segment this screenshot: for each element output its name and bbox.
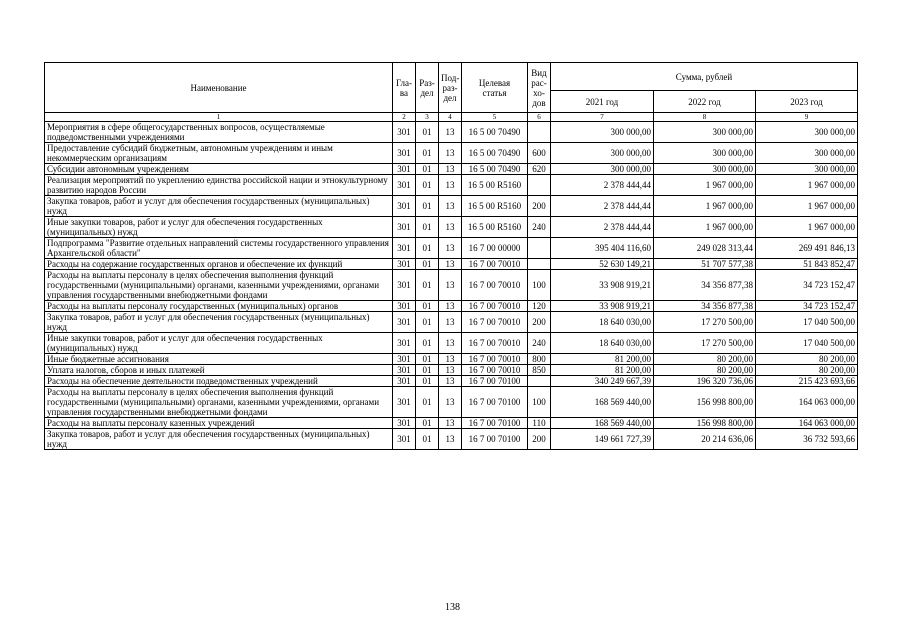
row-celevaya-cell: 16 7 00 70100 [462, 376, 528, 387]
row-name-cell: Иные бюджетные ассигнования [45, 354, 393, 365]
row-razdel-cell: 01 [416, 238, 439, 259]
column-number-cell: 9 [756, 113, 858, 122]
row-2023-cell: 1 967 000,00 [756, 217, 858, 238]
row-celevaya-cell: 16 5 00 R5160 [462, 175, 528, 196]
row-2022-cell: 17 270 500,00 [654, 333, 756, 354]
row-2021-cell: 300 000,00 [551, 164, 654, 175]
row-celevaya-cell: 16 7 00 70100 [462, 418, 528, 429]
table-row [45, 270, 858, 301]
row-glava-cell: 301 [393, 333, 416, 354]
row-celevaya-cell: 16 7 00 70010 [462, 270, 528, 301]
row-name-cell: Расходы на содержание государственных органов и обеспечение их функций [45, 259, 393, 270]
row-name-cell: Расходы на выплаты персоналу казенных учреждений [45, 418, 393, 429]
header-celevaya: Целевая статья [462, 63, 528, 113]
row-2021-cell: 340 249 667,39 [551, 376, 654, 387]
row-razdel-cell: 01 [416, 354, 439, 365]
row-2022-cell: 1 967 000,00 [654, 175, 756, 196]
budget-table [44, 62, 858, 450]
row-celevaya-cell: 16 7 00 70010 [462, 354, 528, 365]
row-razdel-cell: 01 [416, 270, 439, 301]
row-name-cell: Закупка товаров, работ и услуг для обеспечения государственных (муниципальных) нужд [45, 312, 393, 333]
column-number-cell: 4 [439, 113, 462, 122]
row-2022-cell: 20 214 636,06 [654, 429, 756, 450]
table-row [45, 301, 858, 312]
row-celevaya-cell: 16 7 00 70010 [462, 312, 528, 333]
row-2023-cell: 1 967 000,00 [756, 175, 858, 196]
row-2023-cell: 300 000,00 [756, 143, 858, 164]
row-celevaya-cell: 16 7 00 70100 [462, 429, 528, 450]
row-name-cell: Предоставление субсидий бюджетным, автономным учреждениям и иным некоммерческим организациям [45, 143, 393, 164]
row-glava-cell: 301 [393, 376, 416, 387]
row-razdel-cell: 01 [416, 387, 439, 418]
header-year-2021: 2021 год [551, 91, 654, 113]
row-podrazdel-cell: 13 [439, 175, 462, 196]
row-glava-cell: 301 [393, 122, 416, 143]
row-celevaya-cell: 16 7 00 00000 [462, 238, 528, 259]
row-razdel-cell: 01 [416, 175, 439, 196]
header-podrazdel: Под- раз- дел [439, 63, 462, 113]
row-2021-cell: 18 640 030,00 [551, 312, 654, 333]
row-glava-cell: 301 [393, 196, 416, 217]
header-name: Наименование [45, 63, 393, 113]
column-number-cell: 6 [528, 113, 551, 122]
row-podrazdel-cell: 13 [439, 333, 462, 354]
row-podrazdel-cell: 13 [439, 270, 462, 301]
row-2021-cell: 33 908 919,21 [551, 270, 654, 301]
row-2022-cell: 300 000,00 [654, 164, 756, 175]
row-razdel-cell: 01 [416, 301, 439, 312]
header-glava: Гла- ва [393, 63, 416, 113]
table-row [45, 122, 858, 143]
column-number-cell: 8 [654, 113, 756, 122]
row-glava-cell: 301 [393, 387, 416, 418]
row-razdel-cell: 01 [416, 196, 439, 217]
row-podrazdel-cell: 13 [439, 418, 462, 429]
row-razdel-cell: 01 [416, 259, 439, 270]
row-2023-cell: 269 491 846,13 [756, 238, 858, 259]
row-podrazdel-cell: 13 [439, 217, 462, 238]
row-2021-cell: 168 569 440,00 [551, 418, 654, 429]
row-2021-cell: 300 000,00 [551, 122, 654, 143]
row-podrazdel-cell: 13 [439, 365, 462, 376]
row-podrazdel-cell: 13 [439, 259, 462, 270]
header-vid: Вид рас- хо- дов [528, 63, 551, 113]
row-name-cell: Расходы на выплаты персоналу в целях обеспечения выполнения функций государственными (муниципальными) органами, казенными учреждениями, органами управления государственными внебюджетными фондами [45, 387, 393, 418]
row-podrazdel-cell: 13 [439, 196, 462, 217]
row-podrazdel-cell: 13 [439, 312, 462, 333]
row-name-cell: Расходы на выплаты персоналу в целях обеспечения выполнения функций государственными (муниципальными) органами, казенными учреждениями, органами управления государственными внебюджетными фондами [45, 270, 393, 301]
row-name-cell: Реализация мероприятий по укреплению единства российской нации и этнокультурному развитию народов России [45, 175, 393, 196]
row-vid-cell: 200 [528, 196, 551, 217]
row-2023-cell: 164 063 000,00 [756, 418, 858, 429]
row-name-cell: Расходы на обеспечение деятельности подведомственных учреждений [45, 376, 393, 387]
row-podrazdel-cell: 13 [439, 429, 462, 450]
row-vid-cell: 240 [528, 333, 551, 354]
table-row [45, 418, 858, 429]
row-2021-cell: 52 630 149,21 [551, 259, 654, 270]
row-name-cell: Мероприятия в сфере общегосударственных вопросов, осуществляемые подведомственными учреждениями [45, 122, 393, 143]
row-vid-cell [528, 376, 551, 387]
row-podrazdel-cell: 13 [439, 143, 462, 164]
table-row [45, 196, 858, 217]
row-2022-cell: 17 270 500,00 [654, 312, 756, 333]
row-2022-cell: 249 028 313,44 [654, 238, 756, 259]
row-glava-cell: 301 [393, 175, 416, 196]
row-vid-cell [528, 259, 551, 270]
row-2021-cell: 81 200,00 [551, 365, 654, 376]
row-2022-cell: 80 200,00 [654, 365, 756, 376]
table-row [45, 312, 858, 333]
row-razdel-cell: 01 [416, 312, 439, 333]
row-vid-cell [528, 122, 551, 143]
row-name-cell: Субсидии автономным учреждениям [45, 164, 393, 175]
row-vid-cell: 100 [528, 270, 551, 301]
row-name-cell: Расходы на выплаты персоналу государственных (муниципальных) органов [45, 301, 393, 312]
row-celevaya-cell: 16 7 00 70100 [462, 387, 528, 418]
row-2023-cell: 300 000,00 [756, 164, 858, 175]
row-razdel-cell: 01 [416, 217, 439, 238]
row-2022-cell: 300 000,00 [654, 122, 756, 143]
row-celevaya-cell: 16 5 00 70490 [462, 164, 528, 175]
row-podrazdel-cell: 13 [439, 376, 462, 387]
row-celevaya-cell: 16 7 00 70010 [462, 365, 528, 376]
table-row [45, 175, 858, 196]
row-2023-cell: 215 423 693,66 [756, 376, 858, 387]
row-glava-cell: 301 [393, 354, 416, 365]
row-podrazdel-cell: 13 [439, 164, 462, 175]
row-2023-cell: 17 040 500,00 [756, 333, 858, 354]
row-celevaya-cell: 16 5 00 70490 [462, 143, 528, 164]
table-row [45, 365, 858, 376]
row-2023-cell: 17 040 500,00 [756, 312, 858, 333]
header-summa: Сумма, рублей [551, 63, 858, 91]
table-row [45, 217, 858, 238]
table-row [45, 429, 858, 450]
row-vid-cell [528, 175, 551, 196]
row-2023-cell: 164 063 000,00 [756, 387, 858, 418]
row-2022-cell: 156 998 800,00 [654, 418, 756, 429]
row-2021-cell: 18 640 030,00 [551, 333, 654, 354]
row-glava-cell: 301 [393, 238, 416, 259]
row-celevaya-cell: 16 7 00 70010 [462, 333, 528, 354]
row-podrazdel-cell: 13 [439, 238, 462, 259]
table-row [45, 143, 858, 164]
row-2021-cell: 33 908 919,21 [551, 301, 654, 312]
row-podrazdel-cell: 13 [439, 387, 462, 418]
row-razdel-cell: 01 [416, 376, 439, 387]
row-glava-cell: 301 [393, 143, 416, 164]
column-number-cell: 5 [462, 113, 528, 122]
row-2021-cell: 2 378 444,44 [551, 196, 654, 217]
row-2022-cell: 80 200,00 [654, 354, 756, 365]
row-2022-cell: 34 356 877,38 [654, 301, 756, 312]
row-2022-cell: 156 998 800,00 [654, 387, 756, 418]
row-razdel-cell: 01 [416, 143, 439, 164]
row-vid-cell: 200 [528, 429, 551, 450]
row-2023-cell: 300 000,00 [756, 122, 858, 143]
row-razdel-cell: 01 [416, 418, 439, 429]
row-glava-cell: 301 [393, 365, 416, 376]
table-row [45, 259, 858, 270]
row-vid-cell: 600 [528, 143, 551, 164]
row-razdel-cell: 01 [416, 429, 439, 450]
column-number-cell: 7 [551, 113, 654, 122]
row-celevaya-cell: 16 7 00 70010 [462, 259, 528, 270]
row-2022-cell: 34 356 877,38 [654, 270, 756, 301]
column-numbers-row [45, 113, 858, 122]
row-vid-cell: 620 [528, 164, 551, 175]
table-row [45, 333, 858, 354]
page-number: 138 [445, 602, 460, 613]
row-vid-cell: 240 [528, 217, 551, 238]
row-2021-cell: 2 378 444,44 [551, 217, 654, 238]
row-2023-cell: 1 967 000,00 [756, 196, 858, 217]
table-body [45, 122, 858, 450]
row-glava-cell: 301 [393, 301, 416, 312]
row-2023-cell: 80 200,00 [756, 365, 858, 376]
row-2022-cell: 1 967 000,00 [654, 217, 756, 238]
row-name-cell: Уплата налогов, сборов и иных платежей [45, 365, 393, 376]
row-2023-cell: 34 723 152,47 [756, 301, 858, 312]
row-2022-cell: 196 320 736,06 [654, 376, 756, 387]
row-2023-cell: 36 732 593,66 [756, 429, 858, 450]
row-glava-cell: 301 [393, 270, 416, 301]
row-2022-cell: 51 707 577,38 [654, 259, 756, 270]
row-podrazdel-cell: 13 [439, 354, 462, 365]
table-row [45, 164, 858, 175]
row-vid-cell: 110 [528, 418, 551, 429]
header-razdel: Раз- дел [416, 63, 439, 113]
row-name-cell: Закупка товаров, работ и услуг для обеспечения государственных (муниципальных) нужд [45, 196, 393, 217]
table-row [45, 387, 858, 418]
row-vid-cell: 850 [528, 365, 551, 376]
row-2021-cell: 81 200,00 [551, 354, 654, 365]
table-row [45, 354, 858, 365]
row-vid-cell: 100 [528, 387, 551, 418]
row-2022-cell: 1 967 000,00 [654, 196, 756, 217]
row-glava-cell: 301 [393, 164, 416, 175]
row-celevaya-cell: 16 7 00 70010 [462, 301, 528, 312]
row-vid-cell: 120 [528, 301, 551, 312]
table-row [45, 376, 858, 387]
row-razdel-cell: 01 [416, 333, 439, 354]
table-row [45, 238, 858, 259]
row-name-cell: Иные закупки товаров, работ и услуг для обеспечения государственных (муниципальных) нужд [45, 217, 393, 238]
row-vid-cell [528, 238, 551, 259]
row-glava-cell: 301 [393, 259, 416, 270]
column-number-cell: 2 [393, 113, 416, 122]
row-2021-cell: 300 000,00 [551, 143, 654, 164]
row-2023-cell: 34 723 152,47 [756, 270, 858, 301]
row-2021-cell: 2 378 444,44 [551, 175, 654, 196]
row-name-cell: Закупка товаров, работ и услуг для обеспечения государственных (муниципальных) нужд [45, 429, 393, 450]
header-year-2023: 2023 год [756, 91, 858, 113]
row-glava-cell: 301 [393, 312, 416, 333]
column-number-cell: 1 [45, 113, 393, 122]
row-celevaya-cell: 16 5 00 70490 [462, 122, 528, 143]
row-2022-cell: 300 000,00 [654, 143, 756, 164]
row-glava-cell: 301 [393, 418, 416, 429]
row-2023-cell: 51 843 852,47 [756, 259, 858, 270]
row-celevaya-cell: 16 5 00 R5160 [462, 196, 528, 217]
row-glava-cell: 301 [393, 429, 416, 450]
row-razdel-cell: 01 [416, 164, 439, 175]
row-razdel-cell: 01 [416, 122, 439, 143]
header-year-2022: 2022 год [654, 91, 756, 113]
row-vid-cell: 800 [528, 354, 551, 365]
row-2021-cell: 168 569 440,00 [551, 387, 654, 418]
row-2021-cell: 395 404 116,60 [551, 238, 654, 259]
row-2023-cell: 80 200,00 [756, 354, 858, 365]
row-name-cell: Иные закупки товаров, работ и услуг для обеспечения государственных (муниципальных) нужд [45, 333, 393, 354]
column-number-cell: 3 [416, 113, 439, 122]
row-glava-cell: 301 [393, 217, 416, 238]
row-vid-cell: 200 [528, 312, 551, 333]
row-podrazdel-cell: 13 [439, 122, 462, 143]
row-name-cell: Подпрограмма "Развитие отдельных направлений системы государственного управления Архангельской области" [45, 238, 393, 259]
row-razdel-cell: 01 [416, 365, 439, 376]
row-celevaya-cell: 16 5 00 R5160 [462, 217, 528, 238]
row-podrazdel-cell: 13 [439, 301, 462, 312]
row-2021-cell: 149 661 727,39 [551, 429, 654, 450]
